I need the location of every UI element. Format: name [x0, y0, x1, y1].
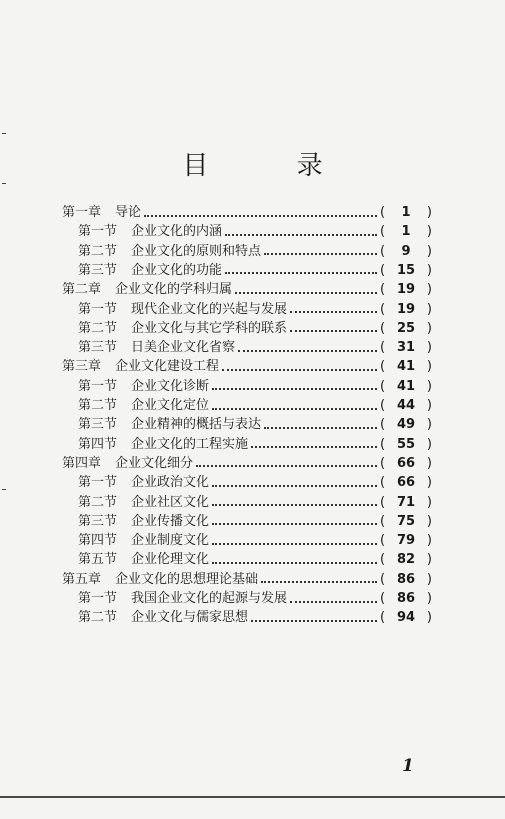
- toc-page-number: 44: [396, 398, 416, 413]
- toc-page-number: 25: [396, 320, 416, 336]
- toc-page-number: 1: [401, 224, 411, 240]
- toc-entry-title: 企业文化细分: [115, 455, 194, 471]
- toc-entry-title: 企业文化的思想理论基础: [115, 571, 259, 587]
- dot-leader: [290, 330, 377, 332]
- paren-open: (: [380, 359, 386, 375]
- toc-page-reference: [380, 242, 432, 261]
- paren-close: ): [426, 533, 432, 549]
- toc-entry-label: [62, 357, 219, 376]
- toc-page-number: 66: [396, 455, 416, 471]
- paren-close: ): [426, 591, 432, 606]
- toc-entry-number: 第四节: [78, 436, 118, 452]
- toc-entry-number: 第二节: [78, 494, 118, 510]
- toc-entry-title: 企业文化的功能: [131, 262, 223, 278]
- paren-open: (: [380, 571, 386, 587]
- dot-leader: [144, 215, 377, 217]
- toc-page-number: 49: [396, 417, 416, 433]
- paren-open: (: [380, 455, 386, 471]
- toc-entry-title: 我国企业文化的起源与发展: [131, 591, 288, 606]
- paren-close: ): [426, 378, 432, 394]
- toc-entry-label: [62, 570, 258, 589]
- toc-page-reference: [380, 589, 432, 608]
- toc-section-entry: [78, 300, 432, 319]
- dot-leader: [212, 408, 377, 410]
- toc-entry-title: 企业精神的概括与表达: [131, 417, 262, 433]
- toc-entry-number: 第二节: [78, 320, 118, 336]
- dot-leader: [212, 562, 377, 564]
- toc-entry-label: [78, 589, 287, 608]
- toc-page-reference: [380, 570, 432, 589]
- toc-entry-label: [78, 300, 287, 319]
- toc-entry-number: 第一节: [78, 591, 118, 606]
- toc-entry-title: 企业社区文化: [131, 494, 210, 510]
- toc-section-entry: [78, 338, 432, 357]
- paren-close: ): [426, 398, 432, 413]
- toc-entry-title: 企业文化的内涵: [131, 224, 223, 240]
- toc-entry-label: [78, 608, 248, 627]
- scan-artifact: [2, 489, 6, 490]
- toc-entry-number: 第二章: [62, 282, 102, 298]
- paren-close: ): [426, 571, 432, 587]
- toc-section-entry: [78, 261, 432, 280]
- toc-section-entry: [78, 531, 432, 550]
- dot-leader: [196, 465, 377, 467]
- dot-leader: [238, 350, 377, 352]
- toc-entry-label: [78, 377, 209, 396]
- toc-chapter-entry: [62, 357, 432, 376]
- toc-section-entry: [78, 435, 432, 454]
- toc-entry-label: [78, 338, 235, 357]
- toc-entry-label: [78, 319, 287, 338]
- toc-page-reference: [380, 280, 432, 299]
- dot-leader: [264, 427, 377, 429]
- toc-section-entry: [78, 222, 432, 241]
- toc-entry-number: 第五章: [62, 571, 102, 587]
- toc-entry-label: [62, 280, 232, 299]
- paren-open: (: [380, 340, 386, 356]
- paren-open: (: [380, 591, 386, 606]
- paren-open: (: [380, 513, 386, 529]
- toc-entry-number: 第三章: [62, 359, 102, 375]
- toc-entry-title: 企业文化与其它学科的联系: [131, 320, 288, 336]
- toc-section-entry: [78, 608, 432, 627]
- toc-page-number: 55: [396, 436, 416, 452]
- paren-close: ): [426, 320, 432, 336]
- toc-page-number: 9: [401, 243, 411, 259]
- scan-artifact: [2, 133, 6, 134]
- toc-page-number: 82: [396, 552, 416, 568]
- toc-entry-label: [62, 454, 193, 473]
- toc-page-reference: [380, 396, 432, 415]
- toc-entry-number: 第一节: [78, 475, 118, 491]
- toc-page-number: 71: [396, 494, 416, 510]
- toc-entry-number: 第二节: [78, 398, 118, 413]
- paren-open: (: [380, 378, 386, 394]
- bottom-rule: [0, 796, 505, 798]
- toc-entry-title: 企业传播文化: [131, 513, 210, 529]
- toc-chapter-entry: [62, 203, 432, 222]
- toc-page-reference: [380, 261, 432, 280]
- toc-section-entry: [78, 377, 432, 396]
- paren-close: ): [426, 224, 432, 240]
- dot-leader: [235, 292, 377, 294]
- toc-page-number: 86: [396, 571, 416, 587]
- toc-entry-number: 第二节: [78, 610, 118, 626]
- dot-leader: [225, 272, 377, 274]
- paren-close: ): [426, 494, 432, 510]
- toc-page-number: 75: [396, 513, 416, 529]
- paren-open: (: [380, 224, 386, 240]
- toc-page-reference: [380, 435, 432, 454]
- dot-leader: [212, 523, 377, 525]
- toc-section-entry: [78, 242, 432, 261]
- toc-entry-number: 第三节: [78, 262, 118, 278]
- toc-entry-number: 第三节: [78, 417, 118, 433]
- toc-entry-title: 企业文化诊断: [131, 378, 210, 394]
- toc-page-reference: [380, 319, 432, 338]
- toc-entry-number: 第四章: [62, 455, 102, 471]
- toc-entry-title: 企业文化的原则和特点: [131, 243, 262, 259]
- toc-entry-number: 第一章: [62, 205, 102, 220]
- toc-section-entry: [78, 589, 432, 608]
- paren-close: ): [426, 359, 432, 375]
- toc-entry-label: [78, 435, 248, 454]
- toc-entry-title: 企业文化的学科归属: [115, 282, 233, 298]
- toc-entry-number: 第二节: [78, 243, 118, 259]
- paren-close: ): [426, 552, 432, 568]
- dot-leader: [251, 620, 377, 622]
- toc-page-reference: [380, 222, 432, 241]
- toc-entry-title: 企业文化建设工程: [115, 359, 220, 375]
- toc-page-number: 86: [396, 591, 416, 606]
- paren-open: (: [380, 417, 386, 433]
- toc-page-reference: [380, 357, 432, 376]
- toc-entry-title: 现代企业文化的兴起与发展: [131, 301, 288, 317]
- toc-page-reference: [380, 473, 432, 492]
- paren-open: (: [380, 436, 386, 452]
- toc-entry-number: 第三节: [78, 513, 118, 529]
- toc-entry-title: 日美企业文化省察: [131, 340, 236, 356]
- toc-section-entry: [78, 493, 432, 512]
- toc-entry-title: 企业政治文化: [131, 475, 210, 491]
- dot-leader: [222, 369, 377, 371]
- toc-entry-number: 第三节: [78, 340, 118, 356]
- dot-leader: [212, 485, 377, 487]
- toc-entry-label: [78, 396, 209, 415]
- dot-leader: [290, 311, 377, 313]
- toc-section-entry: [78, 550, 432, 569]
- toc-page-number: 66: [396, 475, 416, 491]
- toc-chapter-entry: [62, 454, 432, 473]
- paren-close: ): [426, 513, 432, 529]
- toc-page-reference: [380, 493, 432, 512]
- toc-page-reference: [380, 550, 432, 569]
- toc-entry-label: [78, 222, 222, 241]
- dot-leader: [212, 543, 377, 545]
- toc-page-number: 41: [396, 378, 416, 394]
- paren-close: ): [426, 475, 432, 491]
- toc-entry-label: [78, 261, 222, 280]
- toc-entry-label: [78, 550, 209, 569]
- scan-artifact: [2, 183, 6, 184]
- toc-entry-label: [78, 493, 209, 512]
- toc-page-reference: [380, 512, 432, 531]
- paren-close: ): [426, 340, 432, 356]
- paren-open: (: [380, 205, 386, 220]
- toc-entry-number: 第五节: [78, 552, 118, 568]
- dot-leader: [212, 388, 377, 390]
- toc-entry-number: 第四节: [78, 533, 118, 549]
- paren-close: ): [426, 282, 432, 298]
- toc-section-entry: [78, 415, 432, 434]
- toc-page-reference: [380, 300, 432, 319]
- toc-page-reference: [380, 377, 432, 396]
- toc-page-reference: [380, 203, 432, 222]
- paren-open: (: [380, 398, 386, 413]
- toc-page-reference: [380, 531, 432, 550]
- paren-close: ): [426, 610, 432, 626]
- paren-open: (: [380, 552, 386, 568]
- dot-leader: [225, 234, 377, 236]
- dot-leader: [290, 601, 377, 603]
- toc-entry-title: 企业制度文化: [131, 533, 210, 549]
- toc-entry-label: [62, 203, 141, 222]
- paren-open: (: [380, 533, 386, 549]
- toc-section-entry: [78, 396, 432, 415]
- toc-entry-number: 第一节: [78, 301, 118, 317]
- paren-open: (: [380, 301, 386, 317]
- toc-entry-label: [78, 415, 261, 434]
- paren-open: (: [380, 262, 386, 278]
- dot-leader: [264, 253, 377, 255]
- paren-open: (: [380, 610, 386, 626]
- paren-open: (: [380, 475, 386, 491]
- paren-open: (: [380, 320, 386, 336]
- toc-section-entry: [78, 473, 432, 492]
- toc-entry-label: [78, 242, 261, 261]
- toc-entry-title: 企业伦理文化: [131, 552, 210, 568]
- toc-entry-title: 企业文化定位: [131, 398, 210, 413]
- toc-page-reference: [380, 415, 432, 434]
- toc-entry-label: [78, 512, 209, 531]
- paren-close: ): [426, 262, 432, 278]
- dot-leader: [251, 446, 377, 448]
- paren-close: ): [426, 243, 432, 259]
- toc-entry-label: [78, 473, 209, 492]
- page-number: 1: [402, 756, 414, 776]
- toc-page-number: 41: [396, 359, 416, 375]
- paren-open: (: [380, 282, 386, 298]
- toc-entry-title: 企业文化与儒家思想: [131, 610, 249, 626]
- toc-page-number: 79: [396, 533, 416, 549]
- toc-page-number: 1: [401, 205, 411, 220]
- paren-close: ): [426, 301, 432, 317]
- paren-close: ): [426, 436, 432, 452]
- toc-page-reference: [380, 338, 432, 357]
- toc-section-entry: [78, 319, 432, 338]
- toc-page-number: 19: [396, 282, 416, 298]
- page-title: 目 录: [182, 151, 363, 181]
- dot-leader: [261, 581, 377, 583]
- paren-close: ): [426, 205, 432, 220]
- paren-open: (: [380, 494, 386, 510]
- paren-open: (: [380, 243, 386, 259]
- toc-page-number: 94: [396, 610, 416, 626]
- toc-page-number: 15: [396, 262, 416, 278]
- toc-entry-number: 第一节: [78, 378, 118, 394]
- paren-close: ): [426, 417, 432, 433]
- dot-leader: [212, 504, 377, 506]
- toc-page-number: 19: [396, 301, 416, 317]
- toc-chapter-entry: [62, 570, 432, 589]
- toc-page-reference: [380, 608, 432, 627]
- toc-chapter-entry: [62, 280, 432, 299]
- toc-entry-label: [78, 531, 209, 550]
- toc-section-entry: [78, 512, 432, 531]
- toc-entry-title: 导论: [115, 205, 142, 220]
- paren-close: ): [426, 455, 432, 471]
- toc-page-reference: [380, 454, 432, 473]
- toc-entry-title: 企业文化的工程实施: [131, 436, 249, 452]
- toc-entry-number: 第一节: [78, 224, 118, 240]
- toc-page-number: 31: [396, 340, 416, 356]
